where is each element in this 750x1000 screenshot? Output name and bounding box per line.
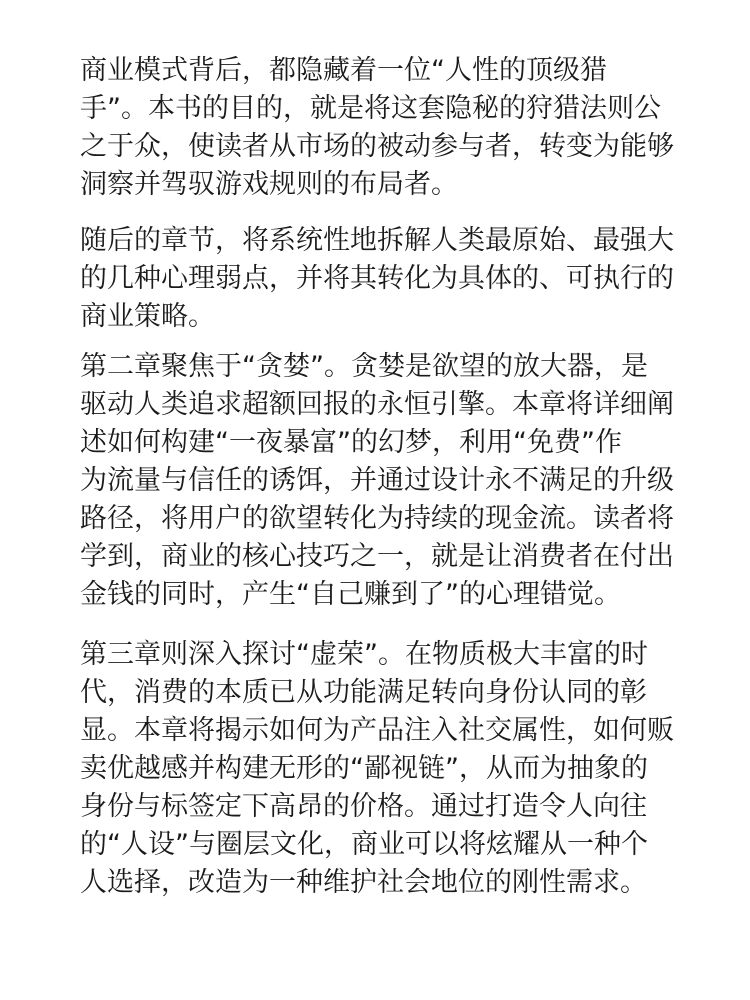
text-line: 商业策略。 [80,301,215,332]
text-line: 卖优越感并构建无形的“鄙视链”，从而为抽象的 [80,753,648,784]
text-line: 人选择，改造为一种维护社会地位的刚性需求。 [80,867,647,898]
text-line: 的几种心理弱点，并将其转化为具体的、可执行的 [80,263,674,294]
text-line: 代，消费的本质已从功能满足转向身份认同的彰 [80,677,647,708]
text-line: 第三章则深入探讨“虚荣”。在物质极大丰富的时 [80,639,648,670]
text-line: 手”。本书的目的，就是将这套隐秘的狩猎法则公 [80,93,661,124]
text-line: 为流量与信任的诱饵，并通过设计永不满足的升级 [80,465,674,496]
text-line: 学到，商业的核心技巧之一，就是让消费者在付出 [80,541,674,572]
text-line: 第二章聚焦于“贪婪”。贪婪是欲望的放大器，是 [80,351,648,382]
text-line: 之于众，使读者从市场的被动参与者，转变为能够 [80,131,674,162]
text-line: 驱动人类追求超额回报的永恒引擎。本章将详细阐 [80,389,674,420]
text-line: 身份与标签定下高昂的价格。通过打造令人向往 [80,791,647,822]
text-line: 洞察并驾驭游戏规则的布局者。 [80,169,458,200]
text-line: 显。本章将揭示如何为产品注入社交属性，如何贩 [80,715,674,746]
text-line: 金钱的同时，产生“自己赚到了”的心理错觉。 [80,579,621,610]
text-line: 的“人设”与圈层文化，商业可以将炫耀从一种个 [80,829,648,860]
text-line: 路径，将用户的欲望转化为持续的现金流。读者将 [80,503,674,534]
text-line: 随后的章节，将系统性地拆解人类最原始、最强大 [80,225,674,256]
text-line: 述如何构建“一夜暴富”的幻梦，利用“免费”作 [80,427,622,458]
text-line: 商业模式背后，都隐藏着一位“人性的顶级猎 [80,55,607,86]
